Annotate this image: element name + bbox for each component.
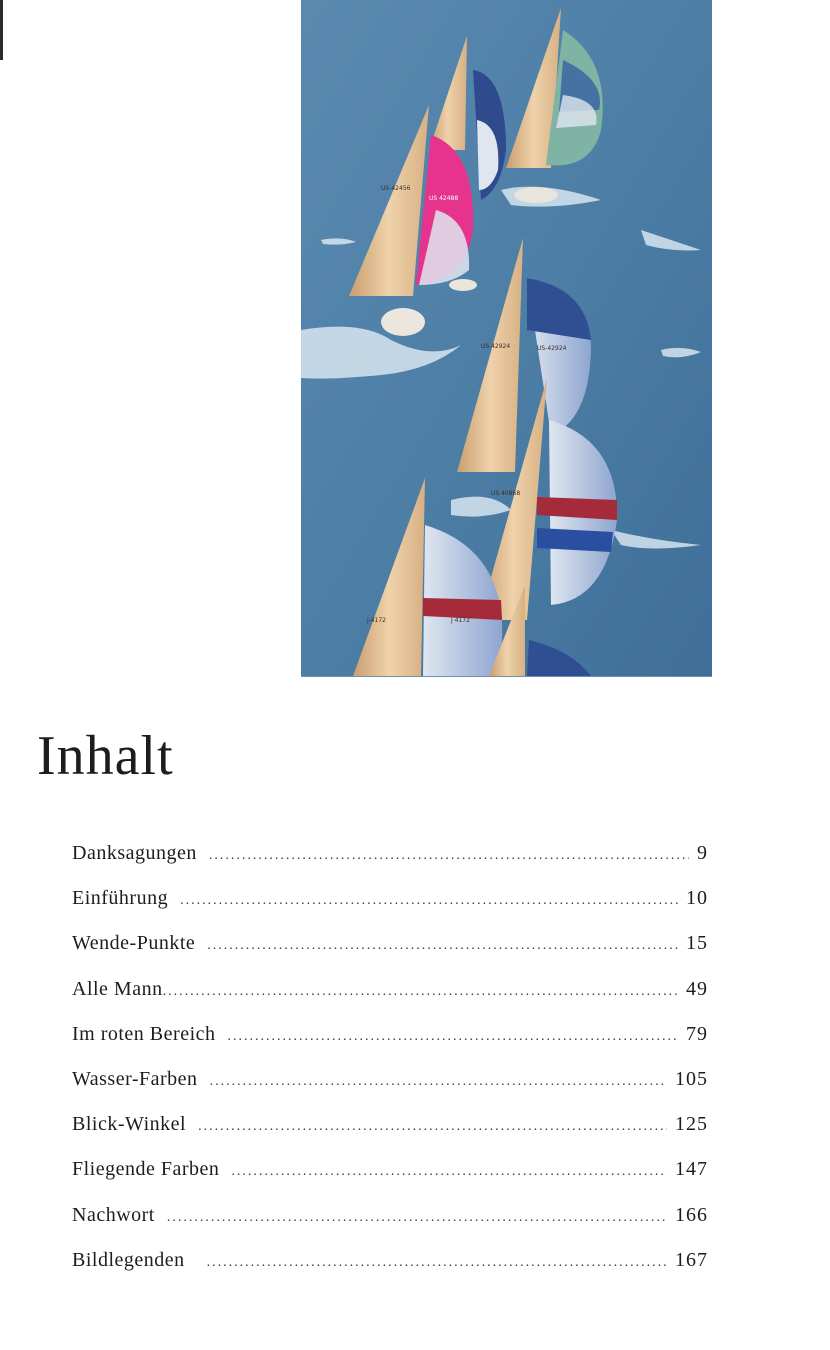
dot-leader — [210, 1074, 667, 1090]
dot-leader — [198, 1119, 667, 1135]
sail-number: US 42924 — [481, 343, 511, 350]
dot-leader — [231, 1164, 667, 1180]
toc-entry-title: Wasser-Farben — [72, 1067, 198, 1090]
toc-entry[interactable] — [72, 842, 712, 887]
toc-entry[interactable] — [72, 1113, 712, 1158]
toc-entry-page: 105 — [675, 1067, 708, 1090]
sail-number: US 40868 — [491, 490, 521, 497]
toc-entry-page: 10 — [686, 887, 708, 910]
dot-leader — [209, 848, 689, 864]
toc-entry-title: Einführung — [72, 887, 169, 910]
toc-entry-title: Danksagungen — [72, 842, 197, 864]
toc-entry-page: 15 — [686, 932, 708, 955]
toc-entry[interactable] — [72, 1023, 712, 1068]
toc-entry[interactable] — [72, 1068, 712, 1113]
dot-leader — [207, 1255, 667, 1271]
dot-leader — [207, 938, 678, 954]
toc-entry[interactable] — [72, 932, 712, 977]
toc-entry[interactable] — [72, 1158, 712, 1203]
dot-leader — [228, 1029, 679, 1045]
toc-entry-title: Alle Mann — [72, 977, 163, 1000]
sail-number: US 42488 — [429, 195, 459, 202]
toc-entry-page: 125 — [675, 1113, 708, 1136]
toc-entry-title: Im roten Bereich — [72, 1022, 216, 1045]
dot-leader — [167, 1210, 667, 1226]
sailboats-photo — [301, 0, 712, 677]
page-edge — [0, 0, 3, 60]
toc-entry-title: Wende-Punkte — [72, 932, 196, 955]
table-of-contents — [72, 842, 712, 1294]
toc-entry-title: Nachwort — [72, 1203, 155, 1226]
toc-entry-page: 9 — [697, 842, 708, 864]
toc-entry-page: 147 — [675, 1158, 708, 1181]
dot-leader — [180, 893, 678, 909]
toc-entry-title: Blick-Winkel — [72, 1113, 187, 1136]
toc-entry-page: 49 — [686, 977, 708, 1000]
toc-entry[interactable] — [72, 887, 712, 932]
toc-entry-title: Bildlegenden — [72, 1248, 185, 1271]
sail-number: J 4172 — [451, 617, 470, 624]
toc-entry-page: 167 — [675, 1248, 708, 1271]
toc-entry-page: 79 — [686, 1022, 708, 1045]
sail-number: US-42924 — [537, 345, 567, 352]
toc-entry-page: 166 — [675, 1203, 708, 1226]
sail-number: US-42456 — [381, 185, 411, 192]
dot-leader — [163, 984, 678, 1000]
toc-entry[interactable] — [72, 1204, 712, 1249]
toc-entry[interactable] — [72, 978, 712, 1023]
toc-entry[interactable] — [72, 1249, 712, 1294]
sail-number: J-4172 — [367, 617, 386, 624]
page-title: Inhalt — [37, 725, 174, 787]
toc-entry-title: Fliegende Farben — [72, 1158, 220, 1181]
